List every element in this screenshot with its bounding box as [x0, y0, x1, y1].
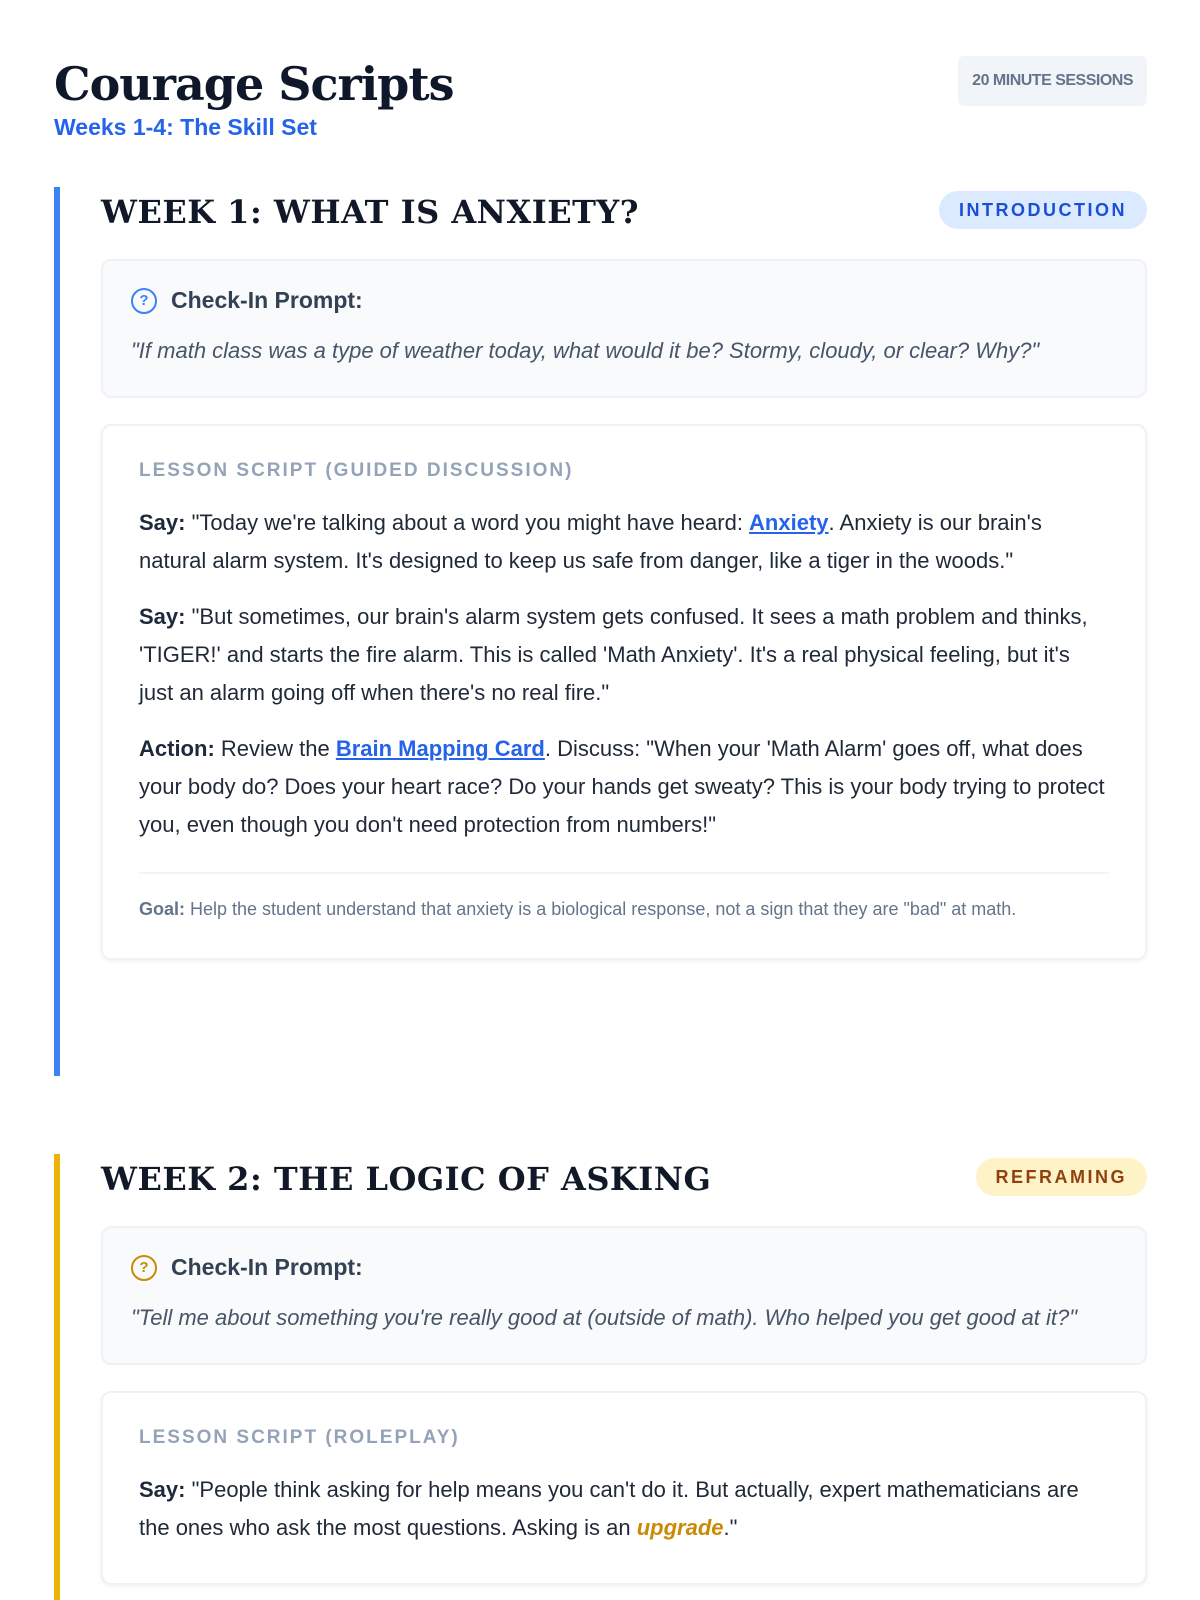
upgrade-emphasis: upgrade [636, 1515, 724, 1540]
script-paragraph [139, 1471, 1109, 1547]
goal-label: Goal: [139, 899, 186, 919]
week-2-script-card [101, 1391, 1147, 1585]
page-header [54, 56, 1147, 146]
paragraph-lead: Say: [139, 604, 186, 629]
paragraph-lead: Action: [139, 736, 215, 761]
goal-text: Help the student understand that anxiety is a biological response, not a sign that they are "bad" at math. [185, 899, 1017, 919]
checkin-label: Check-In Prompt: [171, 287, 363, 313]
page-title: Courage Scripts [54, 57, 454, 111]
checkin-quote: "If math class was a type of weather today, what would it be? Stormy, cloudy, or clear? Why?" [131, 338, 1040, 363]
week-2-tag: REFRAMING [976, 1158, 1148, 1196]
week-1-title: WEEK 1: WHAT IS ANXIETY? [101, 193, 639, 231]
paragraph-lead: Say: [139, 510, 186, 535]
paragraph-text: . Anxiety is our brain's natural alarm system. It's designed to keep us safe from danger, like a tiger in the woods." [139, 510, 1042, 573]
script-paragraph [139, 730, 1109, 844]
script-label: LESSON SCRIPT (ROLEPLAY) [139, 1427, 460, 1448]
week-1-script-card [101, 424, 1147, 960]
week-1-tag: INTRODUCTION [939, 191, 1147, 229]
week-2-checkin-card [101, 1226, 1147, 1365]
script-paragraph [139, 598, 1109, 712]
anxiety-link[interactable]: Anxiety [749, 510, 829, 535]
question-circle-icon: ? [131, 1255, 157, 1281]
paragraph-text: "People think asking for help means you can't do it. But actually, expert mathematicians are the ones who ask the most questions. Asking is an [139, 1477, 1079, 1540]
week-2-accent-bar [54, 1154, 60, 1600]
week-1-checkin-card [101, 259, 1147, 398]
paragraph-text: Review the [214, 736, 336, 761]
week-1-accent-bar [54, 187, 60, 1076]
question-circle-icon: ? [131, 288, 157, 314]
lesson-goal [139, 872, 1109, 922]
week-2-section [54, 1154, 1147, 1600]
page-subtitle: Weeks 1-4: The Skill Set [54, 114, 317, 140]
session-length-badge: 20 MINUTE SESSIONS [958, 56, 1147, 106]
checkin-quote: "Tell me about something you're really good at (outside of math). Who helped you get good at it?" [131, 1305, 1078, 1330]
brain-mapping-card-link[interactable]: Brain Mapping Card [335, 736, 545, 761]
paragraph-text: ." [723, 1515, 738, 1540]
week-2-title: WEEK 2: THE LOGIC OF ASKING [101, 1160, 712, 1198]
paragraph-text: "But sometimes, our brain's alarm system gets confused. It sees a math problem and thinks, 'TIGER!' and starts the fire alarm. This is called 'Math Anxiety'. It's a real physical feeling, but it's just an alarm going off when there's no real fire." [139, 604, 1088, 705]
week-1-section [54, 187, 1147, 1076]
paragraph-text: . Discuss: "When your 'Math Alarm' goes off, what does your body do? Does your heart race? Do your hands get sweaty? This is your body trying to protect you, even though you don't need protection from numbers!" [139, 736, 1105, 837]
script-label: LESSON SCRIPT (GUIDED DISCUSSION) [139, 460, 574, 481]
paragraph-lead: Say: [139, 1477, 186, 1502]
paragraph-text: "Today we're talking about a word you might have heard: [185, 510, 750, 535]
checkin-label: Check-In Prompt: [171, 1254, 363, 1280]
script-paragraph [139, 504, 1109, 580]
